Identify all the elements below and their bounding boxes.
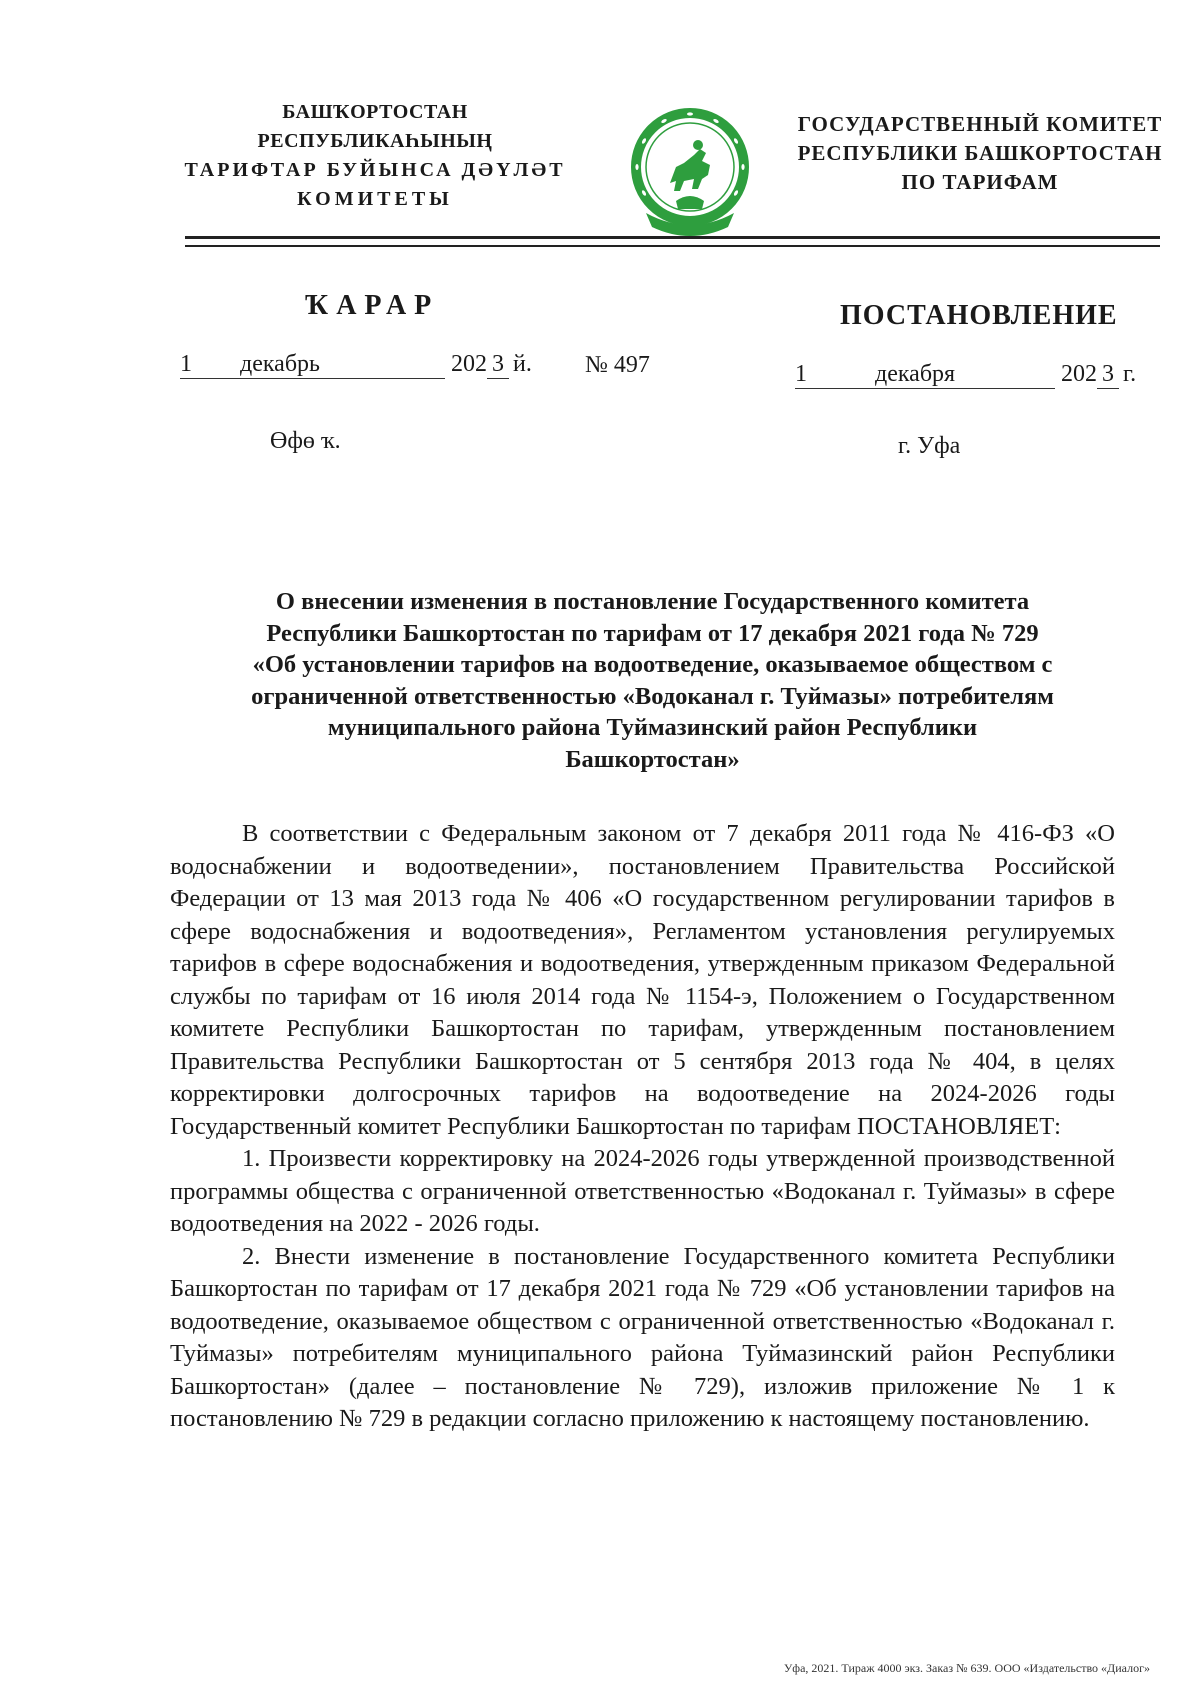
body-paragraph-item-1: 1. Произвести корректировку на 2024-2026 годы утвержденной производственной программы общества с ограниченной ответственностью «Водоканал г. Туймазы» в сфере водоотведения на 2022 - 2026 годы. (170, 1145, 1115, 1237)
date-right-year-digit: 3 (1097, 360, 1119, 389)
title-line-6: Башкортостан» (565, 745, 740, 773)
header-divider-thick (185, 236, 1160, 239)
date-right-month: декабря (875, 360, 1055, 389)
print-footer: Уфа, 2021. Тираж 4000 экз. Заказ № 639. ООО «Издательство «Диалог» (783, 1661, 1150, 1675)
title-line-3: «Об установлении тарифов на водоотведение, оказываемое обществом с (252, 651, 1053, 678)
header-right-russian (795, 110, 1165, 197)
title-line-1: О внесении изменения в постановление Государственного комитета (275, 588, 1030, 615)
karar-heading: ҠАРАР (305, 290, 440, 321)
city-left: Өфө ҡ. (270, 428, 341, 454)
title-line-5: муниципального района Туймазинский район Республики (327, 714, 978, 741)
date-right-day: 1 (795, 360, 875, 389)
date-right (795, 360, 1136, 389)
title-line-4: ограниченной ответственностью «Водоканал г. Туймазы» потребителям (251, 682, 1054, 710)
header-left-line-2: ТАРИФТАР БУЙЫНСА ДӘҮЛӘТ (184, 159, 566, 181)
body-paragraph-preamble: В соответствии с Федеральным законом от 7 декабря 2011 года № 416-ФЗ «О водоснабжении и водоотведении», постановлением Правительства Российской Федерации от 13 мая 2013 года № 406 «О государственном регулировании тарифов в сфере водоснабжения и водоотведения», Регламентом установления регулируемых тарифов в сфере водоснабжения и водоотведения, утвержденным приказом Федеральной службы по тарифам от 16 июля 2014 года № 1154-э, Положением о Государственном комитете Республики Башкортостан по тарифам, утвержденным постановлением Правительства Республики Башкортостан от 5 сентября 2013 года № 404, в целях корректировки долгосрочных тарифов на водоотведение на 2024-2026 годы Государственный комитет Республики Башкортостан по тарифам ПОСТАНОВЛЯЕТ: (170, 820, 1115, 1140)
document-body (170, 818, 1115, 1436)
document-title (165, 586, 1140, 775)
title-line-2: Республики Башкортостан по тарифам от 17 декабря 2021 года № 729 (266, 619, 1039, 647)
date-left-year-digit: 3 (487, 350, 509, 379)
document-number: № 497 (585, 352, 650, 378)
header-left-line-3: КОМИТЕТЫ (297, 188, 453, 210)
date-left-month: декабрь (240, 350, 445, 379)
header-right-line-2: РЕСПУБЛИКИ БАШКОРТОСТАН (797, 141, 1163, 165)
date-left-year-prefix: 202 (451, 351, 487, 377)
header-right-line-1: ГОСУДАРСТВЕННЫЙ КОМИТЕТ (797, 112, 1163, 136)
bashkortostan-coat-of-arms-icon (628, 105, 752, 237)
date-left (180, 350, 532, 379)
body-paragraph-item-2: 2. Внести изменение в постановление Государственного комитета Республики Башкортостан по тарифам от 17 декабря 2021 года № 729 «Об установлении тарифов на водоотведение, оказываемое обществом с ограниченной ответственностью «Водоканал г. Туймазы» потребителям муниципального района Туймазинский район Республики Башкортостан» (далее – постановление № 729), изложив приложение № 1 к постановлению № 729 в редакции согласно приложению к настоящему постановлению. (170, 1242, 1115, 1432)
date-right-year-prefix: 202 (1061, 361, 1097, 387)
postanovlenie-heading: ПОСТАНОВЛЕНИЕ (840, 300, 1118, 331)
header-left-line-1: БАШҠОРТОСТАН РЕСПУБЛИКАҺЫНЫҢ (257, 101, 493, 152)
date-right-year-suffix: г. (1123, 361, 1137, 387)
header-right-line-3: ПО ТАРИФАМ (901, 170, 1059, 194)
header-left-bashkir (170, 98, 580, 214)
date-left-year-suffix: й. (513, 351, 532, 377)
date-left-day: 1 (180, 350, 240, 379)
header-divider-thin (185, 245, 1160, 247)
city-right: г. Уфа (898, 433, 961, 459)
